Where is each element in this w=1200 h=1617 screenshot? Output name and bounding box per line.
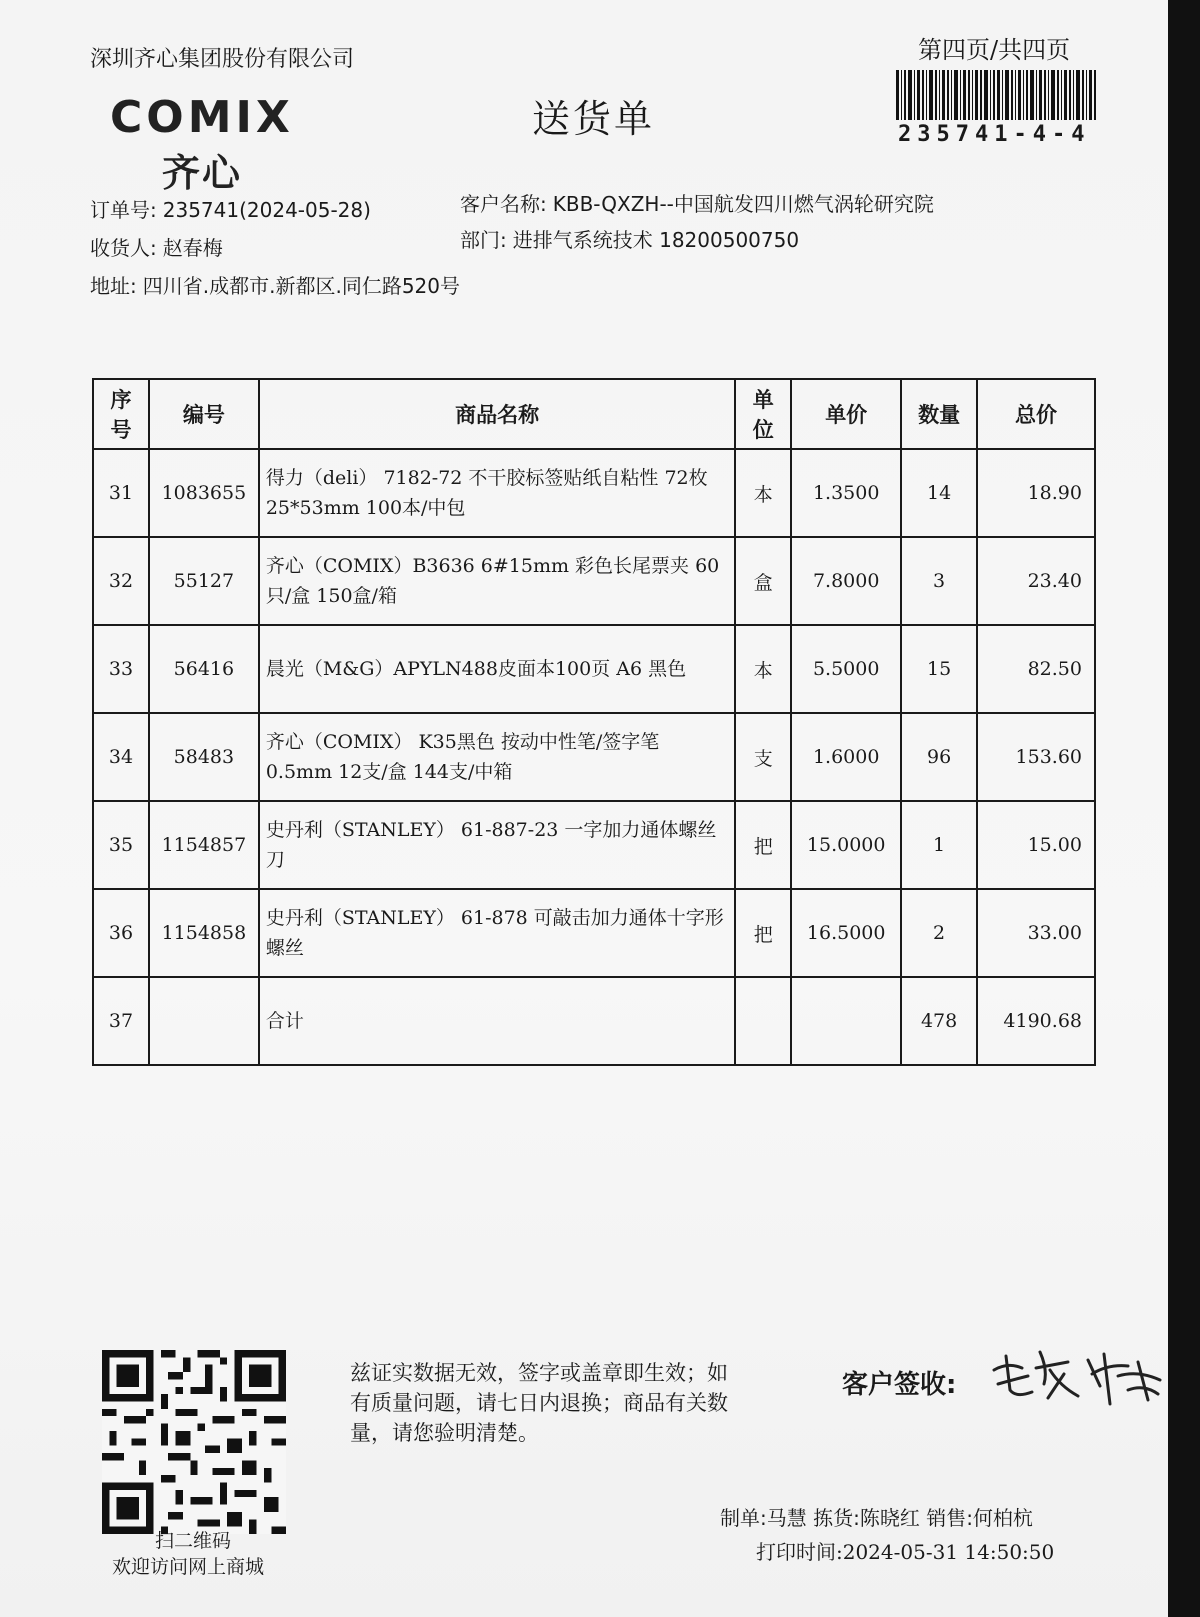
- cell-code: 1154857: [149, 801, 259, 889]
- notice-text: 兹证实数据无效，签字或盖章即生效；如有质量问题，请七日内退换；商品有关数量，请您验明清楚。: [350, 1361, 728, 1445]
- order-number-label: 订单号:: [90, 198, 157, 222]
- cell-unit: 本: [735, 625, 791, 713]
- cell-no: 35: [93, 801, 149, 889]
- order-number-row: [90, 194, 371, 223]
- cell-total: 33.00: [977, 889, 1095, 977]
- comix-logo-cn: 齐心: [162, 151, 243, 195]
- cell-code: 1083655: [149, 449, 259, 537]
- table-row: [93, 713, 1095, 801]
- customer-value: KBB-QXZH--中国航发四川燃气涡轮研究院: [552, 192, 934, 216]
- department-value: 进排气系统技术 18200500750: [512, 228, 800, 252]
- cell-qty: 3: [901, 537, 977, 625]
- customer-signature-label: 客户签收:: [842, 1370, 957, 1400]
- qr-code-icon: [102, 1350, 286, 1534]
- cell-qty: 14: [901, 449, 977, 537]
- col-header-price: 单价: [791, 379, 901, 449]
- col-header-name: 商品名称: [259, 379, 736, 449]
- cell-qty: 15: [901, 625, 977, 713]
- cell-price: 5.5000: [791, 625, 901, 713]
- cell-name: 合计: [259, 977, 736, 1065]
- cell-no: 36: [93, 889, 149, 977]
- qr-caption-scan: 扫二维码: [155, 1530, 232, 1552]
- cell-total: 23.40: [977, 537, 1095, 625]
- customer-label: 客户名称:: [460, 192, 547, 216]
- receiver-label: 收货人:: [90, 236, 157, 260]
- cell-price: [791, 977, 901, 1065]
- address-row: [90, 270, 460, 299]
- cell-name: 齐心（COMIX） K35黑色 按动中性笔/签字笔 0.5mm 12支/盒 144支/中箱: [259, 713, 736, 801]
- order-number-value: 235741(2024-05-28): [162, 198, 371, 222]
- cell-price: 15.0000: [791, 801, 901, 889]
- receiver-row: [90, 232, 223, 261]
- cell-name: 晨光（M&G）APYLN488皮面本100页 A6 黑色: [259, 625, 736, 713]
- col-header-code: 编号: [149, 379, 259, 449]
- staff-info: 制单:马慧 拣货:陈晓红 销售:何柏杭: [720, 1506, 1033, 1530]
- cell-price: 1.6000: [791, 713, 901, 801]
- cell-qty: 2: [901, 889, 977, 977]
- table-row: [93, 889, 1095, 977]
- address-label: 地址:: [90, 274, 137, 298]
- cell-code: [149, 977, 259, 1065]
- cell-no: 32: [93, 537, 149, 625]
- cell-total: 4190.68: [977, 977, 1095, 1065]
- cell-unit: 把: [735, 889, 791, 977]
- qr-caption-mall: 欢迎访问网上商城: [112, 1556, 265, 1578]
- page-indicator: 第四页/共四页: [918, 36, 1071, 64]
- cell-price: 1.3500: [791, 449, 901, 537]
- cell-name: 齐心（COMIX）B3636 6#15mm 彩色长尾票夹 60只/盒 150盒/箱: [259, 537, 736, 625]
- cell-unit: 支: [735, 713, 791, 801]
- cell-no: 34: [93, 713, 149, 801]
- cell-total: 82.50: [977, 625, 1095, 713]
- cell-unit: 本: [735, 449, 791, 537]
- cell-qty: 1: [901, 801, 977, 889]
- cell-code: 55127: [149, 537, 259, 625]
- cell-name: 得力（deli） 7182-72 不干胶标签贴纸自粘性 72枚 25*53mm 100本/中包: [259, 449, 736, 537]
- barcode-icon: [896, 70, 1096, 120]
- cell-unit: 盒: [735, 537, 791, 625]
- col-header-qty: 数量: [901, 379, 977, 449]
- address-value: 四川省.成都市.新都区.同仁路520号: [142, 274, 460, 298]
- table-header-row: [93, 379, 1095, 449]
- cell-code: 56416: [149, 625, 259, 713]
- cell-qty: 478: [901, 977, 977, 1065]
- table-row: [93, 537, 1095, 625]
- cell-unit: [735, 977, 791, 1065]
- cell-total: 153.60: [977, 713, 1095, 801]
- handwritten-signature: [988, 1340, 1168, 1410]
- background-edge: [1168, 0, 1200, 1617]
- cell-name: 史丹利（STANLEY） 61-887-23 一字加力通体螺丝刀: [259, 801, 736, 889]
- cell-no: 33: [93, 625, 149, 713]
- cell-price: 7.8000: [791, 537, 901, 625]
- table-total-row: [93, 977, 1095, 1065]
- cell-code: 58483: [149, 713, 259, 801]
- company-name: 深圳齐心集团股份有限公司: [90, 47, 355, 72]
- col-header-total: 总价: [977, 379, 1095, 449]
- cell-no: 31: [93, 449, 149, 537]
- receiver-value: 赵春梅: [162, 236, 223, 260]
- table-row: [93, 625, 1095, 713]
- cell-name: 史丹利（STANLEY） 61-878 可敲击加力通体十字形螺丝: [259, 889, 736, 977]
- col-header-no: 序号: [93, 379, 149, 449]
- cell-no: 37: [93, 977, 149, 1065]
- department-label: 部门:: [460, 228, 507, 252]
- barcode-number: 235741-4-4: [898, 122, 1091, 147]
- customer-row: [460, 188, 934, 217]
- cell-total: 15.00: [977, 801, 1095, 889]
- cell-qty: 96: [901, 713, 977, 801]
- cell-code: 1154858: [149, 889, 259, 977]
- col-header-unit: 单位: [735, 379, 791, 449]
- print-time: 打印时间:2024-05-31 14:50:50: [756, 1540, 1055, 1564]
- cell-total: 18.90: [977, 449, 1095, 537]
- table-row: [93, 801, 1095, 889]
- cell-price: 16.5000: [791, 889, 901, 977]
- document-title: 送货单: [532, 97, 656, 141]
- comix-logo: COMIX: [110, 92, 294, 143]
- table-row: [93, 449, 1095, 537]
- items-table: [92, 378, 1096, 1066]
- cell-unit: 把: [735, 801, 791, 889]
- department-row: [460, 224, 799, 253]
